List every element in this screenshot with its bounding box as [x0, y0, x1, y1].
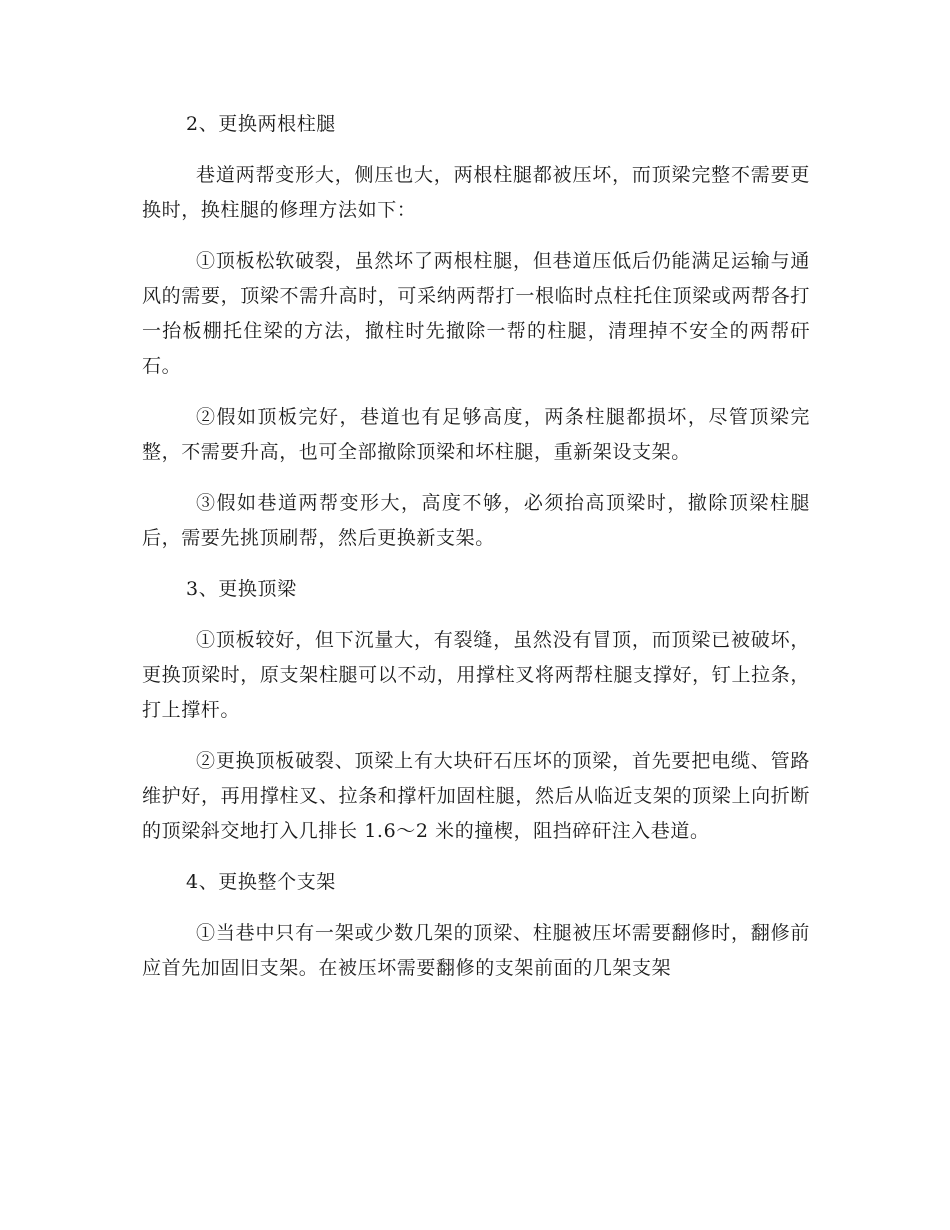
- paragraph: 巷道两帮变形大，侧压也大，两根柱腿都被压坏，而顶梁完整不需要更换时，换柱腿的修理方法如下：: [142, 164, 810, 221]
- paragraph: ②假如顶板完好，巷道也有足够高度，两条柱腿都损坏，尽管顶梁完整，不需要升高，也可全部撤除顶梁和坏柱腿，重新架设支架。: [142, 406, 810, 463]
- paragraph: ③假如巷道两帮变形大，高度不够，必须抬高顶梁时，撤除顶梁柱腿后，需要先挑顶刷帮，然后更换新支架。: [142, 492, 810, 549]
- paragraph: ②更换顶板破裂、顶梁上有大块矸石压坏的顶梁，首先要把电缆、管路维护好，再用撑柱叉、拉条和撑杆加固柱腿，然后从临近支架的顶梁上向折断的顶梁斜交地打入几排长 1.6～2 米的撞楔，阻挡碎矸注入巷道。: [142, 750, 810, 842]
- section-heading-3: 3、更换顶梁: [186, 578, 297, 600]
- section-heading-2: 2、更换两根柱腿: [186, 113, 336, 135]
- paragraph: ①顶板较好，但下沉量大，有裂缝，虽然没有冒顶，而顶梁已被破坏，更换顶梁时，原支架柱腿可以不动，用撑柱叉将两帮柱腿支撑好，钉上拉条，打上撑杆。: [142, 629, 810, 721]
- paragraph: ①顶板松软破裂，虽然坏了两根柱腿，但巷道压低后仍能满足运输与通风的需要，顶梁不需升高时，可采纳两帮打一根临时点柱托住顶梁或两帮各打一抬板棚托住梁的方法，撤柱时先撤除一帮的柱腿，清理掉不安全的两帮矸石。: [142, 250, 810, 377]
- section-heading-4: 4、更换整个支架: [186, 871, 336, 893]
- paragraph: ①当巷中只有一架或少数几架的顶梁、柱腿被压坏需要翻修时，翻修前应首先加固旧支架。在被压坏需要翻修的支架前面的几架支架: [142, 922, 810, 979]
- document-body: [142, 107, 810, 1002]
